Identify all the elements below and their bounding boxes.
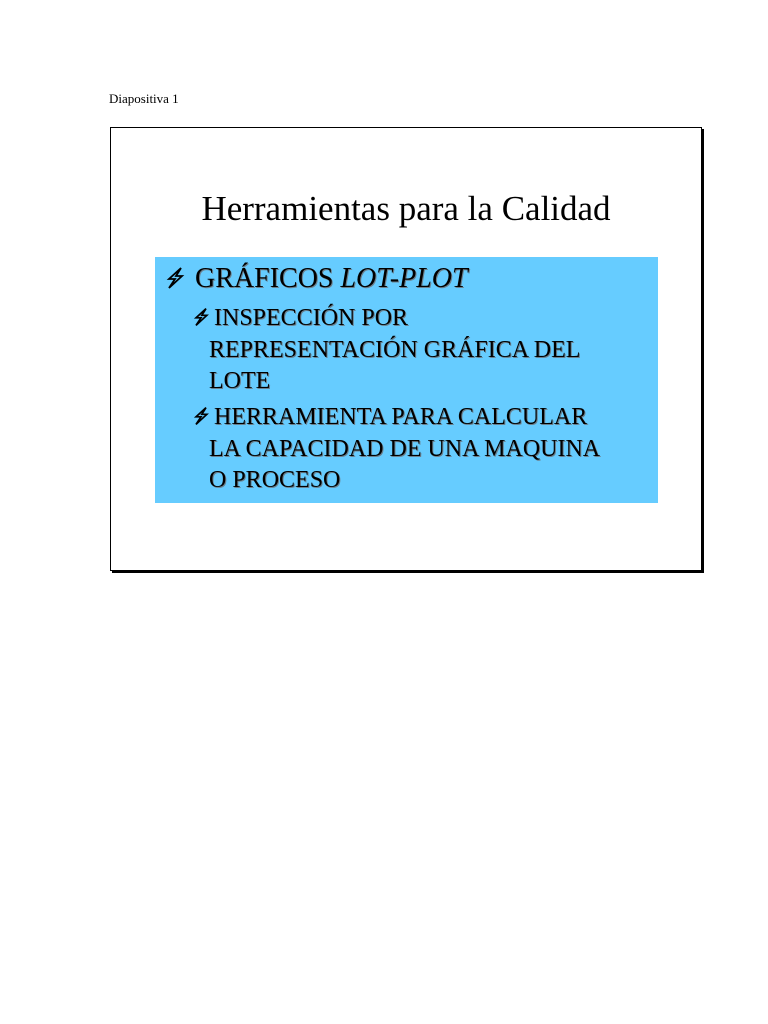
- lightning-bolt-icon: [191, 307, 211, 327]
- sub-bullet-2: [191, 402, 651, 497]
- sub-bullet-2-line-3: O PROCESO: [209, 467, 341, 493]
- sub-bullet-2-line-2: LA CAPACIDAD DE UNA MAQUINA: [209, 435, 601, 462]
- slide-title: Herramientas para la Calidad: [201, 189, 611, 228]
- sub-bullet-1-line-2: REPRESENTACIÓN GRÁFICA DEL: [209, 336, 581, 363]
- slide-frame: [110, 127, 702, 571]
- page-header-label: Diapositiva 1: [109, 91, 179, 106]
- main-bullet-text: GRÁFICOS: [195, 263, 334, 294]
- lightning-bolt-icon: [163, 266, 187, 290]
- lightning-bolt-icon: [191, 406, 211, 426]
- content-box: [155, 257, 658, 503]
- sub-bullet-2-line-1: [191, 402, 651, 434]
- sub-bullet-1: [191, 303, 651, 398]
- main-bullet-italic-text: LOT-PLOT: [340, 263, 468, 294]
- sub-bullet-1-line-1: [191, 303, 651, 335]
- main-bullet: [163, 263, 468, 295]
- sub-bullet-1-line-1-text: INSPECCIÓN POR: [214, 305, 409, 331]
- sub-bullet-2-line-1-text: HERRAMIENTA PARA CALCULAR: [214, 404, 588, 430]
- sub-bullet-1-line-3: LOTE: [209, 368, 271, 394]
